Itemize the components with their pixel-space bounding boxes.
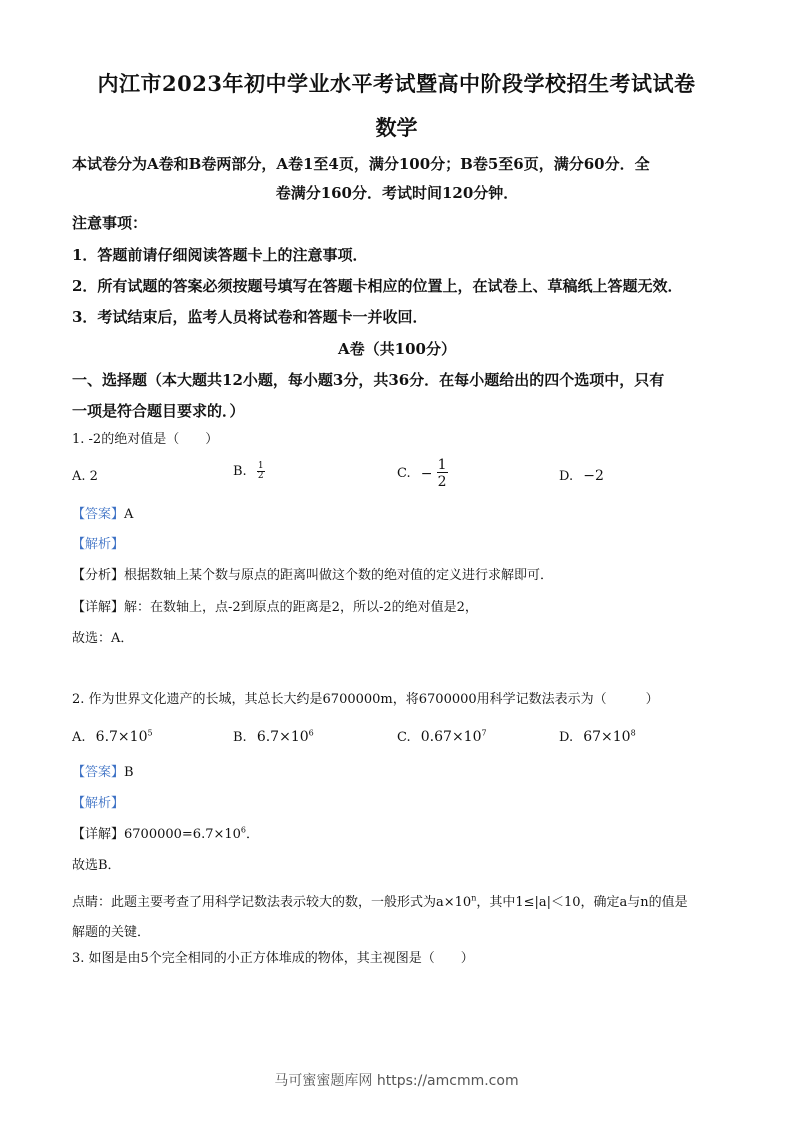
- q1-detail-tag: 【详解】: [72, 600, 125, 615]
- q2-option-a-label: A.: [72, 730, 86, 745]
- q2-comment-end: ，其中1≤|a|＜10，确定a与n的值是: [476, 895, 688, 910]
- q2-stem: 2. 作为世界文化遗产的长城，其总长大约是6700000m，将6700000用科学记数法表示为（ ）: [72, 692, 659, 707]
- q1-option-d-value: −2: [583, 468, 604, 484]
- q1-option-c: [397, 458, 448, 489]
- q2-analysis-tag: [72, 794, 722, 814]
- q2-comment-exp: n: [471, 893, 477, 903]
- q2-answer-tag: 【答案】: [72, 765, 125, 780]
- q1-option-c-sign: −: [420, 465, 433, 482]
- q1-option-c-fraction: [437, 458, 448, 489]
- q2-option-a: [72, 729, 153, 745]
- q2-detail-exp: 6: [240, 825, 247, 835]
- q1-option-d: [559, 468, 604, 484]
- q1-option-b: [233, 462, 265, 481]
- page-title: 内江市2023年初中学业水平考试暨高中阶段学校招生考试试卷: [97, 71, 696, 96]
- q1-fenxi: [72, 566, 722, 586]
- q2-option-d-exp: 8: [630, 728, 636, 738]
- notes-heading: 注意事项：: [72, 214, 148, 232]
- q2-comment-line-2: 解题的关键．: [72, 925, 151, 940]
- q2-option-d-label: D.: [559, 730, 574, 745]
- q1-option-c-numerator: 1: [437, 457, 447, 473]
- q1-fenxi-tag: 【分析】: [72, 568, 125, 583]
- subject-title: 数学: [375, 115, 418, 140]
- q2-option-b-exp: 6: [308, 728, 314, 738]
- q2-detail-end: ．: [246, 827, 260, 842]
- q2-detail-base: 6700000=6.7×10: [124, 827, 241, 842]
- part1-heading-line-2: 一项是符合题目要求的．）: [72, 402, 245, 420]
- q1-detail-text: 解：在数轴上，点-2到原点的距离是2，所以-2的绝对值是2，: [124, 600, 478, 615]
- q2-option-a-exp: 5: [147, 728, 153, 738]
- footer-watermark[interactable]: 马可蜜蜜题库网 https://amcmm.com: [274, 1073, 519, 1089]
- q1-option-d-label: D.: [559, 469, 574, 484]
- part1-heading-line-1: 一、选择题（本大题共12小题，每小题3分，共36分．在每小题给出的四个选项中，只有: [72, 371, 665, 389]
- q2-option-b-base: 6.7×10: [256, 729, 309, 745]
- q1-fenxi-text: 根据数轴上某个数与原点的距离叫做这个数的绝对值的定义进行求解即可．: [124, 568, 554, 583]
- q2-comment-start: 点睛：此题主要考查了用科学记数法表示较大的数，一般形式为a×10: [72, 895, 472, 910]
- q2-option-c: [397, 729, 487, 745]
- q1-option-b-denominator: 2: [257, 471, 264, 481]
- q2-option-b: [233, 729, 314, 745]
- q2-option-b-label: B.: [233, 730, 247, 745]
- q2-option-c-exp: 7: [481, 728, 487, 738]
- q2-comment: [72, 888, 722, 948]
- q1-analysis-tag: [72, 535, 722, 555]
- q2-option-c-base: 0.67×10: [420, 729, 482, 745]
- intro-line-1: 本试卷分为A卷和B卷两部分，A卷1至4页，满分100分；B卷5至6页，满分60分．全: [72, 155, 650, 173]
- q1-stem: 1. -2的绝对值是（ ）: [72, 432, 219, 447]
- section-a-heading: A卷（共100分）: [338, 340, 456, 358]
- q1-choice: 故选：A．: [72, 631, 134, 646]
- q2-option-a-base: 6.7×10: [95, 729, 148, 745]
- q1-answer-tag: 【答案】: [72, 507, 125, 522]
- q1-option-c-label: C.: [397, 466, 411, 481]
- intro-line-2: 卷满分160分．考试时间120分钟．: [275, 184, 519, 202]
- q2-detail: [72, 825, 722, 845]
- exam-intro: [72, 150, 722, 208]
- q1-option-a: A. 2: [72, 469, 98, 484]
- q2-option-d: [559, 729, 636, 745]
- q2-analysis-label: 【解析】: [72, 796, 125, 811]
- q2-answer: [72, 763, 722, 783]
- q1-option-b-fraction: [257, 462, 265, 481]
- q2-answer-value: B: [124, 765, 134, 780]
- q1-analysis-label: 【解析】: [72, 537, 125, 552]
- note-item-3: 3．考试结束后，监考人员将试卷和答题卡一并收回．: [72, 308, 428, 326]
- q1-option-c-denominator: 2: [437, 474, 447, 490]
- note-item-2: 2．所有试题的答案必须按题号填写在答题卡相应的位置上，在试卷上、草稿纸上答题无效．: [72, 277, 683, 295]
- note-item-1: 1．答题前请仔细阅读答题卡上的注意事项．: [72, 246, 368, 264]
- q2-detail-tag: 【详解】: [72, 827, 125, 842]
- q1-detail: [72, 598, 722, 618]
- q3-stem: 3. 如图是由5个完全相同的小正方体堆成的物体，其主视图是（ ）: [72, 951, 474, 966]
- q1-option-b-numerator: 1: [257, 461, 264, 471]
- q1-answer: [72, 505, 722, 525]
- q1-option-b-label: B.: [233, 464, 247, 479]
- q2-option-c-label: C.: [397, 730, 411, 745]
- q1-answer-value: A: [124, 507, 134, 522]
- q2-option-d-base: 67×10: [583, 729, 631, 745]
- q2-choice: 故选B．: [72, 858, 121, 873]
